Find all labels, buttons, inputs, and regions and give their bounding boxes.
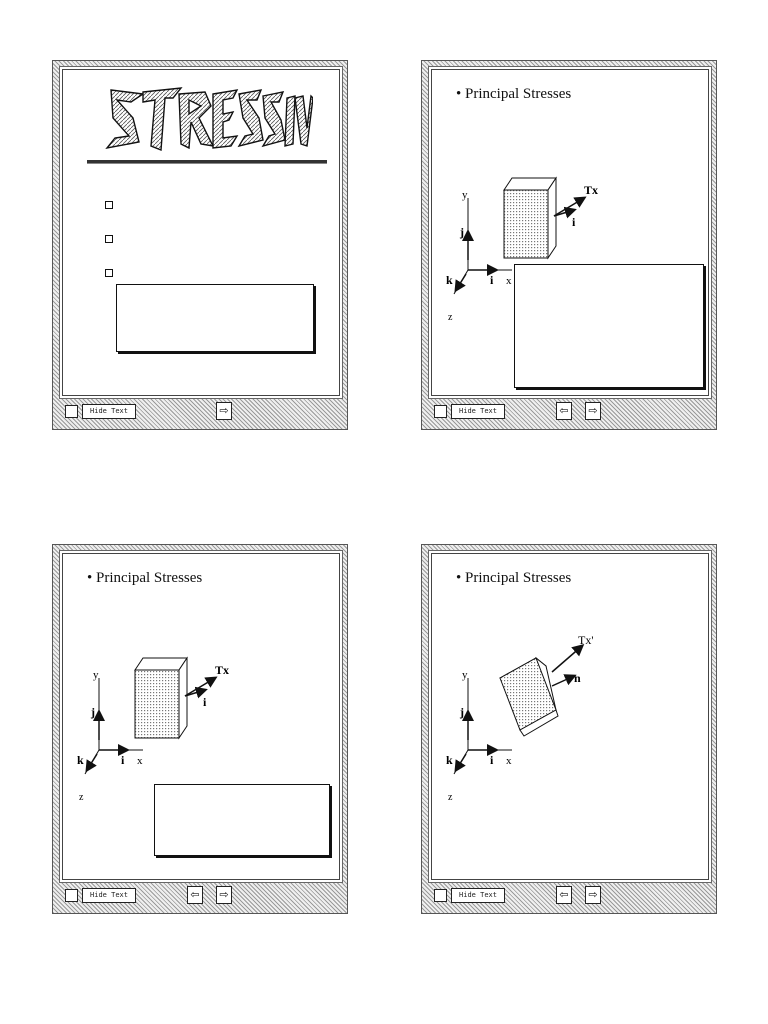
hide-text-button[interactable]: Hide Text	[82, 888, 136, 903]
cube-top	[504, 178, 556, 190]
label-i-axis: i	[490, 753, 494, 767]
slide-card	[62, 69, 340, 396]
next-arrow-icon[interactable]: ⇨	[216, 402, 232, 420]
control-bar	[53, 400, 347, 428]
text-box	[154, 784, 330, 856]
prev-arrow-icon[interactable]: ⇦	[556, 402, 572, 420]
label-y: y	[462, 189, 468, 201]
normal-vector	[185, 690, 205, 696]
text-box	[116, 284, 314, 352]
traction-vector	[554, 198, 584, 216]
hide-text-button[interactable]: Hide Text	[451, 888, 505, 903]
label-normal: n	[574, 671, 581, 685]
label-j: j	[91, 705, 95, 719]
cube-side	[548, 178, 556, 258]
bullet-checkbox	[105, 235, 113, 243]
select-checkbox[interactable]	[434, 405, 447, 418]
slide-4-principal-stresses	[421, 544, 717, 914]
slide-3-principal-stresses	[52, 544, 348, 914]
bullet-checkbox	[105, 269, 113, 277]
slide-card	[431, 553, 709, 880]
label-k: k	[446, 273, 453, 287]
slide-card	[62, 553, 340, 880]
slide-heading: • Principal Stresses	[456, 570, 572, 586]
select-checkbox[interactable]	[65, 889, 78, 902]
text-box	[514, 264, 704, 388]
label-y: y	[93, 669, 99, 681]
cube-front	[504, 190, 548, 258]
k-vector	[456, 274, 466, 290]
hide-text-button[interactable]: Hide Text	[82, 404, 136, 419]
slide-heading: • Principal Stresses	[456, 86, 572, 102]
label-x: x	[506, 275, 512, 287]
label-x: x	[137, 755, 143, 767]
select-checkbox[interactable]	[434, 889, 447, 902]
label-x: x	[506, 755, 512, 767]
label-j: j	[460, 225, 464, 239]
title-underline	[87, 160, 327, 164]
control-bar	[422, 400, 716, 428]
normal-vector	[554, 210, 574, 216]
control-bar	[422, 884, 716, 912]
hide-text-button[interactable]: Hide Text	[451, 404, 505, 419]
stress-iv-title-art	[103, 84, 313, 154]
prev-arrow-icon[interactable]: ⇦	[556, 886, 572, 904]
slide-card	[431, 69, 709, 396]
cube-front	[135, 670, 179, 738]
label-traction: Tx	[584, 183, 599, 197]
label-i-axis: i	[121, 753, 125, 767]
slide-2-principal-stresses	[421, 60, 717, 430]
next-arrow-icon[interactable]: ⇨	[585, 886, 601, 904]
control-bar	[53, 884, 347, 912]
label-k: k	[77, 753, 84, 767]
label-y: y	[462, 669, 468, 681]
label-normal: i	[203, 695, 207, 709]
select-checkbox[interactable]	[65, 405, 78, 418]
label-z: z	[448, 792, 453, 803]
prev-arrow-icon[interactable]: ⇦	[187, 886, 203, 904]
next-arrow-icon[interactable]: ⇨	[585, 402, 601, 420]
rotated-cube-diagram	[432, 554, 708, 879]
cube-side	[179, 658, 187, 738]
next-arrow-icon[interactable]: ⇨	[216, 886, 232, 904]
slide-heading: • Principal Stresses	[87, 570, 203, 586]
traction-vector	[185, 678, 215, 696]
bullet-checkbox	[105, 201, 113, 209]
label-k: k	[446, 753, 453, 767]
label-z: z	[79, 792, 84, 803]
label-z: z	[448, 312, 453, 323]
label-j: j	[460, 705, 464, 719]
k-vector	[456, 754, 466, 770]
label-traction: Tx	[215, 663, 230, 677]
normal-vector	[552, 676, 574, 686]
cube-top	[135, 658, 187, 670]
label-normal: i	[572, 215, 576, 229]
label-i-axis: i	[490, 273, 494, 287]
label-traction: Tx'	[578, 633, 594, 647]
slide-1-title	[52, 60, 348, 430]
traction-vector	[552, 646, 582, 672]
k-vector	[87, 754, 97, 770]
